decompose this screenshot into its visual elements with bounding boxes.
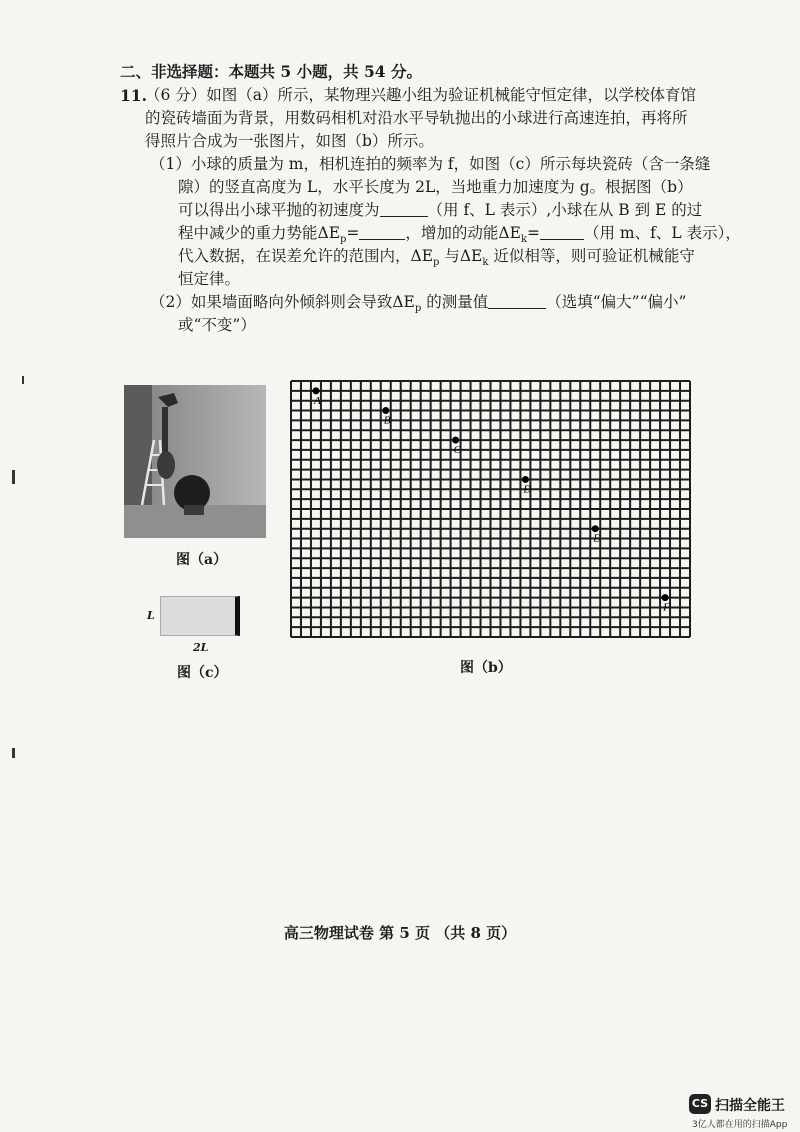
grid-lines	[291, 381, 690, 637]
part1-line-3	[178, 199, 702, 222]
ball-point-d	[522, 476, 529, 483]
figure-c-caption: 图（c）	[177, 665, 228, 681]
part1-line-5-text-a: 代入数据，在误差允许的范围内，ΔE	[178, 247, 434, 265]
ball-point-e	[592, 525, 599, 532]
subscript-p-3: p	[414, 303, 422, 315]
figure-b-grid	[288, 378, 693, 640]
answer-blank-velocity[interactable]	[380, 200, 428, 217]
subscript-p: p	[340, 234, 347, 246]
part1-line-4-text-a: 程中减少的重力势能ΔE	[178, 224, 341, 242]
figure-a-caption: 图（a）	[176, 552, 228, 568]
part1-line-4-equals-1: =	[346, 224, 360, 242]
part2-line-1-text-c: （选填“偏大”“偏小”	[546, 293, 687, 311]
part1-line-3-text-b: （用 f、L 表示）,小球在从 B 到 E 的过	[427, 201, 703, 219]
part2-line-1-text-a: （2）如果墙面略向外倾斜则会导致ΔE	[150, 293, 415, 311]
page-footer: 高三物理试卷 第 5 页 （共 8 页）	[283, 924, 517, 942]
camscanner-logo: CS	[689, 1094, 711, 1114]
part2-line-2: 或“不变”）	[178, 316, 256, 334]
ball-label-f: F	[663, 601, 670, 614]
part1-line-5	[178, 245, 695, 274]
ball-point-b	[382, 407, 389, 414]
figure-a-scene	[124, 385, 266, 538]
figure-c-width-label: 2L	[193, 641, 209, 654]
question-number: 11.	[120, 86, 147, 105]
section-heading: 二、非选择题：本题共 5 小题，共 54 分。	[120, 62, 422, 81]
figure-a-photo	[124, 385, 266, 538]
ball-point-f	[662, 594, 669, 601]
part1-line-1: （1）小球的质量为 m，相机连拍的频率为 f，如图（c）所示每块瓷砖（含一条缝	[150, 155, 711, 173]
ball-label-b: B	[383, 414, 391, 427]
camscanner-tagline: 3亿人都在用的扫描App	[692, 1120, 788, 1130]
question-intro-line-2: 的瓷砖墙面为背景，用数码相机对沿水平导轨抛出的小球进行高速连拍，再将所	[145, 109, 688, 127]
subscript-k-2: k	[482, 257, 489, 269]
subscript-p-2: p	[433, 257, 440, 269]
answer-blank-measurement[interactable]	[488, 292, 546, 309]
question-intro-line-3: 得照片合成为一张图片，如图（b）所示。	[145, 132, 434, 150]
part1-line-2: 隙）的竖直高度为 L，水平长度为 2L，当地重力加速度为 g。根据图（b）	[178, 178, 693, 196]
question-intro-line-1: （6 分）如图（a）所示，某物理兴趣小组为验证机械能守恒定律，以学校体育馆	[145, 86, 697, 104]
ball-label-e: E	[593, 532, 600, 545]
part1-line-4-text-e: （用 m、f、L 表示），	[584, 224, 741, 242]
answer-blank-potential-energy[interactable]	[359, 223, 405, 240]
part1-line-4-text-c: ，增加的动能ΔE	[405, 224, 521, 242]
ball-label-c: C	[453, 444, 461, 457]
ball-label-a: A	[313, 394, 321, 407]
part1-line-3-text-a: 可以得出小球平抛的初速度为	[178, 201, 380, 219]
subscript-k: k	[520, 234, 527, 246]
part1-line-6: 恒定律。	[178, 270, 241, 288]
part1-line-5-text-b: 与ΔE	[439, 247, 483, 265]
figure-c-brick	[160, 596, 240, 636]
figure-c-height-label: L	[147, 609, 155, 622]
part1-line-4-equals-2: =	[527, 224, 540, 242]
ball-point-c	[452, 437, 459, 444]
part1-line-5-text-c: 近似相等，则可验证机械能守	[488, 247, 695, 265]
ball-point-a	[312, 387, 319, 394]
answer-blank-kinetic-energy[interactable]	[540, 223, 584, 240]
camscanner-brand: 扫描全能王	[715, 1098, 785, 1114]
figure-b-caption: 图（b）	[460, 660, 512, 676]
ball-label-d: D	[523, 483, 532, 496]
part2-line-1-text-b: 的测量值	[421, 293, 489, 311]
